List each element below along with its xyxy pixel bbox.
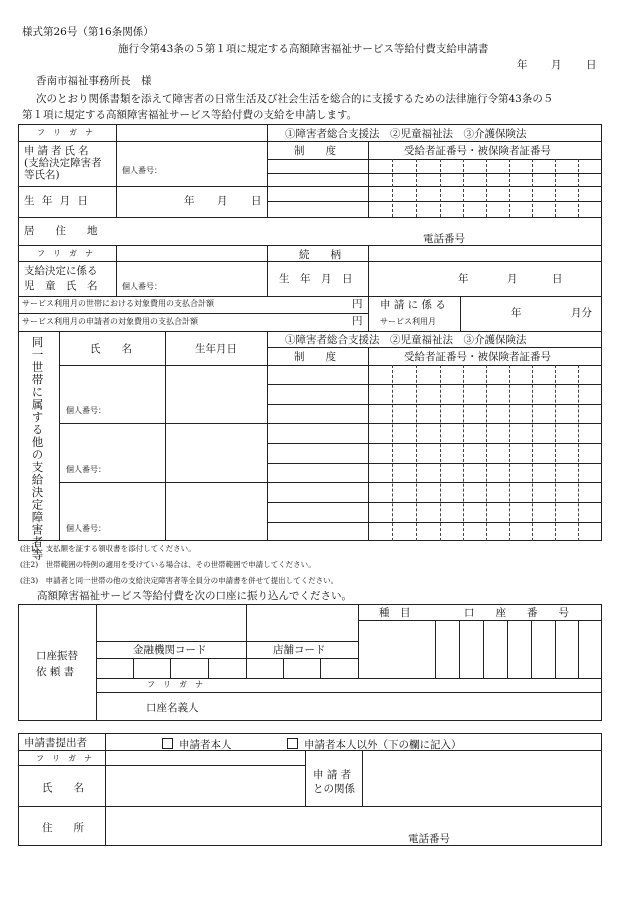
rule — [96, 641, 358, 642]
digit-divider — [555, 365, 556, 541]
checkbox-other[interactable] — [287, 738, 298, 749]
digit-divider — [578, 365, 579, 541]
child-birth-year: 年 — [458, 273, 469, 285]
rule — [267, 159, 602, 160]
submitter-furigana-label: フ リ ガ ナ — [36, 754, 92, 763]
relation-label-2: との関係 — [313, 783, 355, 795]
digit-divider — [532, 365, 533, 541]
tenpo-code-label: 店舗コード — [273, 644, 326, 656]
rule — [362, 750, 363, 806]
child-label-1: 支給決定に係る — [24, 265, 98, 277]
applicant-name-label-2: (支給決定障害者 — [24, 157, 102, 169]
child-label-2: 児 童 氏 名 — [24, 280, 98, 292]
rule — [18, 245, 602, 246]
digit-divider — [509, 365, 510, 541]
note-3: (注3) 申請者と同一世帯の他の支給決定障害者等全員分の申請書を併せて提出してください。 — [20, 576, 339, 585]
submitter-label: 申請書提出者 — [24, 737, 87, 749]
rule — [18, 765, 306, 766]
rule — [435, 620, 436, 678]
rule — [18, 313, 369, 314]
submitter-name-label: 氏 名 — [42, 782, 84, 794]
rule — [165, 331, 166, 541]
rule — [116, 124, 117, 217]
rule — [96, 604, 97, 721]
shumoku-label: 種 目 — [379, 607, 411, 619]
rule — [18, 141, 268, 142]
bank-label-1: 口座振替 — [36, 650, 78, 662]
date-month: 月 — [551, 59, 562, 71]
rule — [267, 384, 602, 385]
rule — [208, 658, 209, 678]
child-birth-label: 生 年 月 日 — [279, 273, 353, 285]
digit-divider — [440, 365, 441, 541]
rule — [320, 658, 321, 678]
rule — [96, 678, 602, 679]
rule — [555, 620, 556, 678]
birth-label: 生 年 月 日 — [24, 195, 91, 207]
intro-line-1: 次のとおり関係書類を添えて障害者の日常生活及び社会生活を総合的に支援するための法律施行令第43条の５ — [36, 93, 554, 105]
applicant-jukyusha: 受給者証番号・被保険者証番号 — [404, 145, 551, 157]
digit-divider — [463, 365, 464, 541]
submitter-address-label: 住 所 — [42, 822, 84, 834]
intro-line-2: 第１項に規定する高額障害福祉サービス等給付費の支給を申請します。 — [22, 109, 358, 121]
applicant-kojin-bango: 個人番号： — [122, 166, 162, 175]
child-kojin-bango: 個人番号： — [122, 282, 162, 291]
rule — [267, 347, 602, 348]
household-kojin-bango-1: 個人番号： — [66, 406, 106, 415]
rule — [267, 141, 602, 142]
rule — [267, 502, 602, 503]
rule — [267, 463, 602, 464]
rule — [460, 296, 461, 331]
form-title: 施行令第43条の５第１項に規定する高額障害福祉サービス等給付費支給申請書 — [118, 43, 489, 55]
household-vertical-label: 同一世帯に属する他の支給決定障害者等 — [30, 336, 45, 561]
rule — [18, 217, 602, 218]
child-birth-day: 日 — [552, 273, 563, 285]
bank-furigana-label: フ リ ガ ナ — [147, 680, 203, 689]
digit-divider — [463, 159, 464, 217]
household-col-name: 氏 名 — [90, 343, 132, 355]
rule — [368, 347, 369, 541]
bank-table — [18, 604, 602, 721]
rule — [267, 124, 268, 217]
household-kojin-bango-2: 個人番号： — [66, 465, 106, 474]
applicant-total-label: サービス利用月の申請者の対象費用の支払合計額 — [22, 317, 198, 326]
household-total-yen: 円 — [352, 298, 363, 310]
rule — [368, 141, 369, 217]
service-year: 年 — [511, 307, 522, 319]
rule — [267, 173, 602, 174]
digit-divider — [532, 159, 533, 217]
kinyu-code-label: 金融機関コード — [133, 644, 207, 656]
rule — [59, 365, 602, 366]
household-total-label: サービス利用月の世帯における対象費用の支払合計額 — [22, 299, 214, 308]
rule — [96, 692, 602, 693]
rule — [18, 296, 602, 297]
rule — [59, 482, 602, 483]
digit-divider — [440, 159, 441, 217]
rule — [578, 620, 579, 678]
child-furigana-label: フ リ ガ ナ — [37, 249, 93, 258]
date-year: 年 — [517, 59, 528, 71]
digit-divider — [578, 159, 579, 217]
address-label: 居 住 地 — [24, 225, 98, 237]
rule — [18, 806, 602, 807]
rule — [116, 245, 117, 296]
option-other-label: 申請者本人以外（下の欄に記入） — [304, 739, 462, 751]
applicant-name-label-3: 等氏名) — [24, 169, 60, 181]
bank-intro: 高額障害福祉サービス等給付費を次の口座に振り込んでください。 — [37, 590, 352, 602]
applicant-furigana-label: フ リ ガ ナ — [37, 128, 93, 137]
digit-divider — [392, 365, 393, 541]
submitter-phone-label: 電話番号 — [408, 833, 450, 845]
zokugara-label: 続 柄 — [299, 249, 341, 261]
rule — [368, 296, 369, 331]
rule — [267, 331, 268, 541]
applicant-seido: 制 度 — [294, 145, 336, 157]
rule — [18, 261, 268, 262]
rule — [483, 620, 484, 678]
digit-divider — [416, 159, 417, 217]
service-month-label-2: サービス利用月 — [380, 317, 436, 326]
child-birth-month: 月 — [507, 273, 518, 285]
relation-label-1: 申 請 者 — [313, 769, 352, 781]
household-laws: ①障害者総合支援法 ②児童福祉法 ③介護保険法 — [285, 334, 527, 346]
note-2: (注2) 世帯範囲の特例の適用を受けている場合は、その世帯範囲で申請してください。 — [20, 560, 316, 569]
rule — [267, 522, 602, 523]
applicant-laws: ①障害者総合支援法 ②児童福祉法 ③介護保険法 — [285, 128, 527, 140]
form-number: 様式第26号（第16条関係） — [22, 26, 154, 38]
rule — [305, 750, 306, 806]
checkbox-self[interactable] — [162, 738, 173, 749]
koza-bango-label: 口 座 番 号 — [464, 607, 569, 619]
rule — [358, 620, 602, 621]
rule — [283, 658, 284, 678]
household-jukyusha: 受給者証番号・被保険者証番号 — [404, 351, 551, 363]
meigi-label: 口座名義人 — [146, 702, 199, 714]
note-1: (注1) 支払額を証する領収書を添付してください。 — [20, 544, 196, 553]
applicant-total-yen: 円 — [352, 315, 363, 327]
digit-divider — [392, 159, 393, 217]
addressee: 香南市福祉事務所長 様 — [36, 75, 152, 87]
birth-year: 年 — [184, 195, 195, 207]
rule — [18, 331, 602, 332]
digit-divider — [509, 159, 510, 217]
rule — [507, 620, 508, 678]
digit-divider — [555, 159, 556, 217]
rule — [267, 261, 602, 262]
rule — [368, 245, 369, 296]
bank-label-2: 依 頼 書 — [36, 666, 75, 678]
household-seido: 制 度 — [294, 351, 336, 363]
rule — [133, 658, 134, 678]
rule — [18, 186, 602, 187]
household-col-birth: 生年月日 — [195, 343, 237, 355]
applicant-name-label: 申請者氏名 — [24, 145, 92, 157]
rule — [459, 620, 460, 678]
rule — [267, 404, 602, 405]
option-self-label: 申請者本人 — [179, 739, 232, 751]
rule — [267, 201, 602, 202]
birth-day: 日 — [251, 195, 262, 207]
rule — [96, 658, 358, 659]
birth-month: 月 — [217, 195, 228, 207]
rule — [358, 604, 359, 678]
phone-label: 電話番号 — [423, 233, 465, 245]
digit-divider — [486, 159, 487, 217]
option-other[interactable] — [287, 738, 462, 751]
digit-divider — [416, 365, 417, 541]
rule — [59, 423, 602, 424]
option-self[interactable] — [162, 738, 232, 751]
household-kojin-bango-3: 個人番号： — [66, 524, 106, 533]
rule — [267, 245, 268, 296]
rule — [531, 620, 532, 678]
rule — [59, 331, 60, 541]
digit-divider — [486, 365, 487, 541]
rule — [267, 443, 602, 444]
service-month-label-1: 申 請 に 係 る — [380, 299, 446, 311]
date-day: 日 — [586, 59, 597, 71]
service-month: 月分 — [571, 307, 592, 319]
rule — [170, 658, 171, 678]
